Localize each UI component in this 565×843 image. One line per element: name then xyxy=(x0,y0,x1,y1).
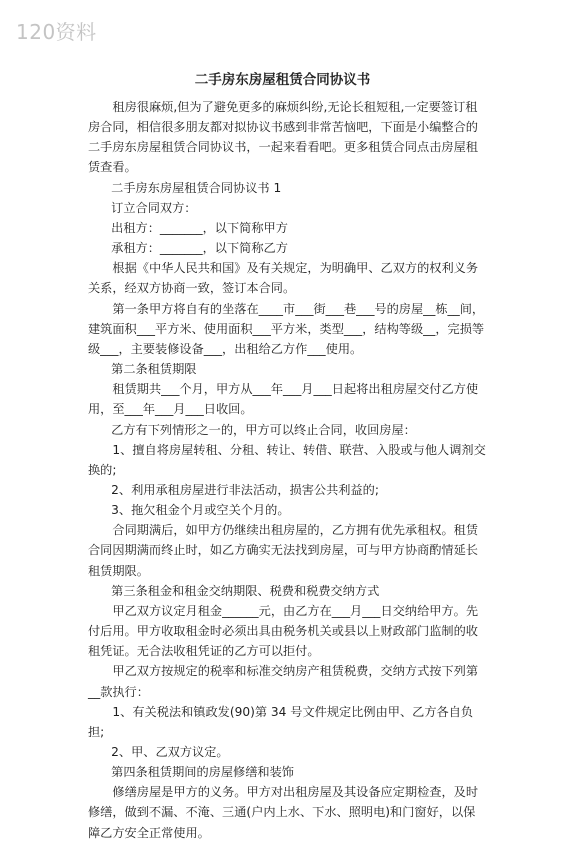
paragraph: 二手房东房屋租赁合同协议书 1 xyxy=(111,180,282,195)
paragraph: 2、甲、乙双方议定。 xyxy=(111,745,229,759)
paragraph: 修缮房屋是甲方的义务。甲方对出租房屋及其设备应定期检查，及时修缮，做到不漏、不淹、三通(户内上水、下水、照明电)和门窗好，以保障乙方安全正常使用。 xyxy=(88,785,479,840)
paragraph: 租房很麻烦,但为了避免更多的麻烦纠纷,无论长租短租,一定要签订租房合同，相信很多朋友都对拟协议书感到非常苦恼吧，下面是小编整合的二手房东房屋租赁合同协议书，一起来看看吧。更多租赁合同点击房屋租赁查看。 xyxy=(88,100,478,175)
paragraph: 租赁期共___个月，甲方从___年___月___日起将出租房屋交付乙方使用，至___年___月___日收回。 xyxy=(88,382,479,417)
paragraph: 乙方有下列情形之一的，甲方可以终止合同，收回房屋： xyxy=(111,422,416,437)
paragraph: 承租方：_______，以下简称乙方 xyxy=(111,241,288,256)
paragraph: 出租方：_______，以下简称甲方 xyxy=(111,220,288,235)
paragraph: 合同期满后，如甲方仍继续出租房屋的，乙方拥有优先承租权。租赁合同因期满而终止时，如乙方确实无法找到房屋，可与甲方协商酌情延长租赁期限。 xyxy=(88,523,479,578)
paragraph: 订立合同双方： xyxy=(111,200,197,215)
paragraph: 甲乙双方议定月租金______元，由乙方在___月___日交纳给甲方。先付后用。甲方收取租金时必须出具由税务机关或县以上财政部门监制的收租凭证。无合法收租凭证的乙方可以拒付。 xyxy=(88,603,479,659)
paragraph: 第二条租赁期限 xyxy=(111,362,197,377)
watermark: 120资料 xyxy=(16,20,97,44)
paragraph: 第一条甲方将自有的坐落在____市___街___巷___号的房屋__栋__间，建筑面积___平方米、使用面积___平方米，类型___，结构等级__，完损等级___，主要装修设备___，出租给乙方作___使用。 xyxy=(88,301,485,356)
document-body xyxy=(88,97,486,843)
paragraph: 3、拖欠租金个月或空关个月的。 xyxy=(111,503,290,518)
paragraph: 1、有关税法和镇政发(90)第 34 号文件规定比例由甲、乙方各自负担; xyxy=(88,704,474,739)
document-title: 二手房东房屋租赁合同协议书 xyxy=(194,72,371,88)
paragraph: 2、利用承租房屋进行非法活动，损害公共利益的; xyxy=(111,482,379,497)
paragraph: 第四条租赁期间的房屋修缮和装饰 xyxy=(111,765,294,780)
paragraph: 甲乙双方按规定的税率和标准交纳房产租赁税费，交纳方式按下列第__款执行： xyxy=(88,664,479,699)
paragraph: 第三条租金和租金交纳期限、税费和税费交纳方式 xyxy=(111,583,380,598)
paragraph: 1、擅自将房屋转租、分租、转让、转借、联营、入股或与他人调剂交换的; xyxy=(88,442,486,477)
paragraph: 根据《中华人民共和国》及有关规定，为明确甲、乙双方的权利义务关系，经双方协商一致，签订本合同。 xyxy=(88,261,479,296)
